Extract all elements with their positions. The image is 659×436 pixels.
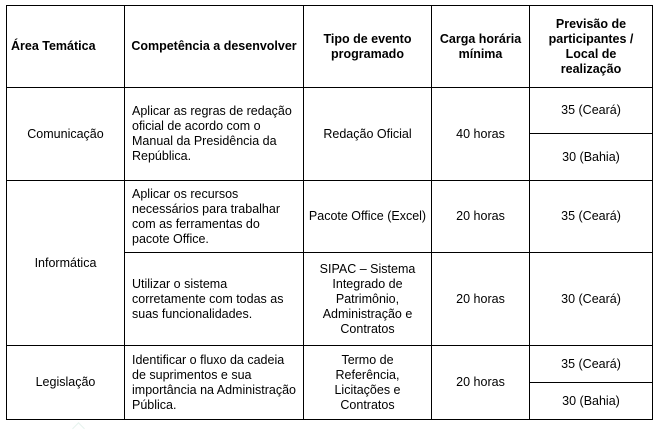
carga-cell: 20 horas [432, 253, 530, 346]
tipo-cell: Pacote Office (Excel) [304, 181, 432, 253]
competencia-cell: Aplicar os recursos necessários para trabalhar com as ferramentas do pacote Office. [125, 181, 304, 253]
previsao-cell: 35 (Ceará) [530, 346, 653, 383]
table-row [7, 346, 653, 383]
faint-watermark-mark [72, 422, 85, 435]
competencia-cell: Identificar o fluxo da cadeia de suprimentos e sua importância na Administração Pública. [125, 346, 304, 420]
competencia-cell: Aplicar as regras de redação oficial de acordo com o Manual da Presidência da República. [125, 88, 304, 181]
header-area: Área Temática [7, 6, 125, 88]
table-row [7, 181, 653, 253]
previsao-cell: 35 (Ceará) [530, 181, 653, 253]
carga-cell: 20 horas [432, 181, 530, 253]
previsao-cell: 30 (Bahia) [530, 134, 653, 181]
header-tipo: Tipo de evento programado [304, 6, 432, 88]
previsao-cell: 30 (Bahia) [530, 383, 653, 420]
header-carga: Carga horária mínima [432, 6, 530, 88]
previsao-cell: 30 (Ceará) [530, 253, 653, 346]
carga-cell: 40 horas [432, 88, 530, 181]
area-cell: Informática [7, 181, 125, 346]
area-cell: Legislação [7, 346, 125, 420]
area-cell: Comunicação [7, 88, 125, 181]
table-row [7, 88, 653, 134]
header-competencia: Competência a desenvolver [125, 6, 304, 88]
header-previsao: Previsão de participantes / Local de realização [530, 6, 653, 88]
training-plan-table [6, 5, 653, 420]
tipo-cell: Termo de Referência, Licitações e Contratos [304, 346, 432, 420]
header-row [7, 6, 653, 88]
previsao-cell: 35 (Ceará) [530, 88, 653, 134]
carga-cell: 20 horas [432, 346, 530, 420]
competencia-cell: Utilizar o sistema corretamente com todas as suas funcionalidades. [125, 253, 304, 346]
tipo-cell: SIPAC – Sistema Integrado de Patrimônio, Administração e Contratos [304, 253, 432, 346]
tipo-cell: Redação Oficial [304, 88, 432, 181]
